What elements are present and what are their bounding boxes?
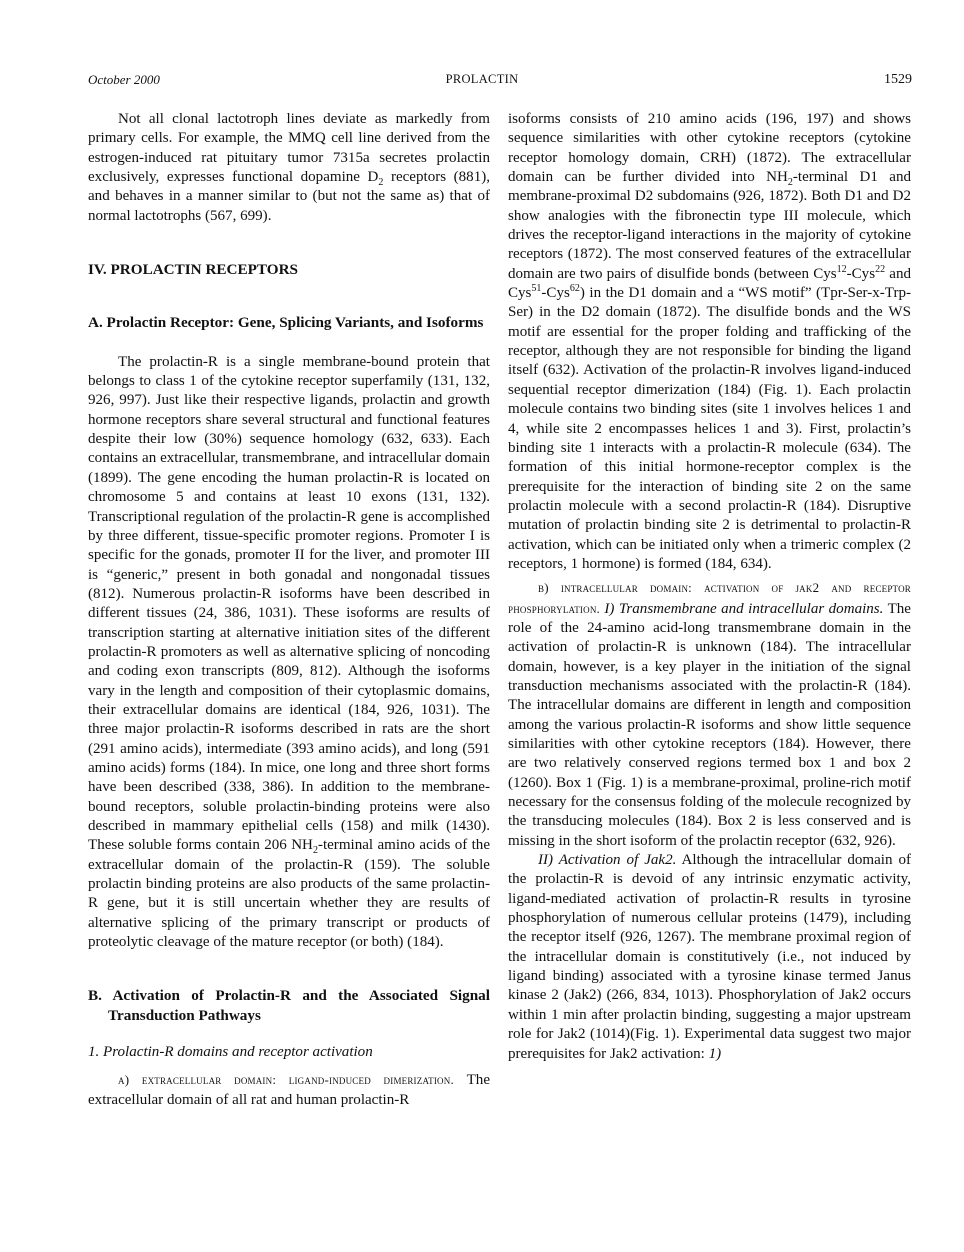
subscript: 2 <box>378 177 384 189</box>
section-heading-b: B. Activation of Prolactin-R and the Associated Signal Transduction Pathways <box>88 987 490 1024</box>
page-number: 1529 <box>884 72 912 87</box>
right-column <box>508 110 911 1064</box>
text-span: -terminal D1 and membrane-proximal D2 subdomains (926, 1872). Both D1 and D2 show analogies with the fibronectin type III molecule, which drives the receptor-ligand interactions in the majority of cytokine receptors (1872). The most conserved features of the extracellular domain are two pairs of disulfide bonds (between Cys <box>508 169 911 282</box>
text-span: The extracellular domain of all rat and human prolactin-R <box>88 1072 490 1108</box>
superscript: 22 <box>875 263 886 275</box>
text-span: -terminal amino acids of the extracellular domain of the prolactin-R (159). The soluble prolactin binding proteins are also products of the same prolactin-R gene, but it is still uncertain whether they are results of alternative splicing of the primary transcript or products of proteolytic cleavage of the mature receptor (or both) (184). <box>88 837 490 951</box>
extracellular-continuation-paragraph <box>508 110 911 574</box>
text-span: The role of the 24-amino acid-long transmembrane domain in the activation of prolactin-R is unknown (184). The intracellular domain, however, is a key player in the initiation of the signal transduction mechanisms associated with the prolactin-R (184). The intracellular domains are different in length and composition among the various prolactin-R isoforms and show little sequence similarities with other cytokine receptors (184). However, there are two relatively conserved regions termed box 1 and box 2 (1260). Box 1 (Fig. 1) is a membrane-proximal, proline-rich motif necessary for the consensus folding of the molecule recognized by the transducing molecules (184). Box 2 is less conserved and is missing in the short isoform of the prolactin receptor (632, 926). <box>508 600 911 849</box>
text-span: receptors (881), and behaves in a manner similar to (but not the same as) that of normal lactotrophs (567, 699). <box>88 169 490 224</box>
text-span: Not all clonal lactotroph lines deviate as markedly from primary cells. For example, the MMQ cell line derived from the estrogen-induced rat pituitary tumor 7315a secretes prolactin exclusively, expresses functional dopamine D <box>88 111 490 186</box>
text-span: Although the intracellular domain of the prolactin-R is devoid of any intrinsic enzymatic activity, ligand-mediated activation of prolactin-R results in tyrosine phosphorylation of numerous cellular proteins (1479), including the receptor itself (926, 1267). The membrane proximal region of the intracellular domain is constitutively (i.e., not induced by ligand binding) associated with a tyrosine kinase termed Janus kinase 2 (Jak2) (266, 834, 1013). Phosphorylation of Jak2 occurs within 1 min after prolactin binding, suggesting a major upstream role for Jak2 (1014)(Fig. 1). Experimental data suggest two major prerequisites for Jak2 activation: <box>508 852 911 1062</box>
superscript: 12 <box>836 263 847 275</box>
text-span: ) in the D1 domain and a “WS motif” (Tpr-Ser-x-Trp-Ser) in the D2 domain (1872). The disulfide bonds and the WS motif are essential for the proper folding and trafficking of the receptor, although they are not responsible for binding the ligand itself (632). Activation of the prolactin-R involves ligand-induced sequential receptor dimerization (184) (Fig. 1). Each prolactin molecule contains two binding sites (site 1 involves helices 1 and 4, while site 2 encompasses helices 1 and 3). First, prolactin’s binding site 1 interacts with a prolactin-R molecule (634). The formation of this initial hormone-receptor complex is the prerequisite for the interaction of binding site 2 on the same prolactin molecule with a second prolactin-R (184). Disruptive mutation of prolactin binding site 2 is detrimental to prolactin-R activation, which can be initiated only when a trimeric complex (2 receptors, 1 hormone) is formed (184, 634). <box>508 285 911 572</box>
intracellular-paragraph <box>508 578 911 851</box>
running-header-date: October 2000 <box>88 72 160 87</box>
subscript: 2 <box>787 177 793 189</box>
intro-paragraph <box>88 110 490 226</box>
text-span: -Cys <box>846 265 876 282</box>
text-span: isoforms consists of 210 amino acids (196, 197) and shows sequence similarities with other cytokine receptors (cytokine receptor homology domain, CRH) (1872). The extracellular domain can be further divided into NH <box>508 111 911 186</box>
superscript: 51 <box>531 283 542 295</box>
left-column <box>88 110 490 1110</box>
receptor-gene-paragraph <box>88 353 490 953</box>
subscript: 2 <box>312 845 318 857</box>
section-heading-a: A. Prolactin Receptor: Gene, Splicing Variants, and Isoforms <box>88 314 484 332</box>
text-span: -Cys <box>541 285 570 302</box>
jak2-paragraph <box>508 851 911 1064</box>
superscript: 62 <box>569 283 580 295</box>
running-header-title: PROLACTIN <box>445 72 519 86</box>
extracellular-paragraph <box>88 1070 490 1110</box>
text-span: The prolactin-R is a single membrane-bound protein that belongs to class 1 of the cytokine receptor superfamily (131, 132, 926, 997). Just like their respective ligands, prolactin and growth hormone receptors share several structural and functional features despite their low (30%) sequence homology (632, 633). Each contains an extracellular, transmembrane, and intracellular domain (1899). The gene encoding the human prolactin-R is located on chromosome 5 and contains at least 10 exons (131, 132). Transcriptional regulation of the prolactin-R gene is accomplished by three different, tissue-specific promoter regions. Promoter I is specific for the gonads, promoter II for the liver, and promoter III is “generic,” present in both gonadal and nongonadal tissues (812). Numerous prolactin-R isoforms have been described in different tissues (24, 386, 1031). These isoforms are results of transcription starting at alternative initiation sites of the different prolactin-R promoters as well as alternative splicing of noncoding and coding exon transcripts (809, 812). Although the isoforms vary in the length and composition of their cytoplasmic domains, their extracellular domains are identical (184, 926, 1031). The three major prolactin-R isoforms described in rats are the short (291 amino acids), intermediate (393 amino acids), and long (591 amino acids) forms (184). In mice, one long and three short forms have been described (338, 386). In addition to the membrane-bound receptors, soluble prolactin-binding proteins were also described in mammary epithelial cells (158) and milk (1430). These soluble forms contain 206 NH <box>88 353 490 854</box>
paragraph-run-in-label: a) extracellular domain: ligand-induced dimerization. <box>118 1072 454 1088</box>
subsection-heading-1: 1. Prolactin-R domains and receptor activation <box>88 1044 373 1061</box>
paragraph-run-in-label: b) intracellular domain: activation of jak2 and receptor phosphorylation. <box>508 580 911 616</box>
italic-run-in: 1) <box>708 1045 722 1062</box>
text-span: and Cys <box>508 265 911 302</box>
section-heading-iv: IV. PROLACTIN RECEPTORS <box>88 261 298 279</box>
italic-run-in: II) Activation of Jak2. <box>538 852 677 869</box>
italic-run-in: I) Transmembrane and intracellular domains. <box>599 600 884 617</box>
